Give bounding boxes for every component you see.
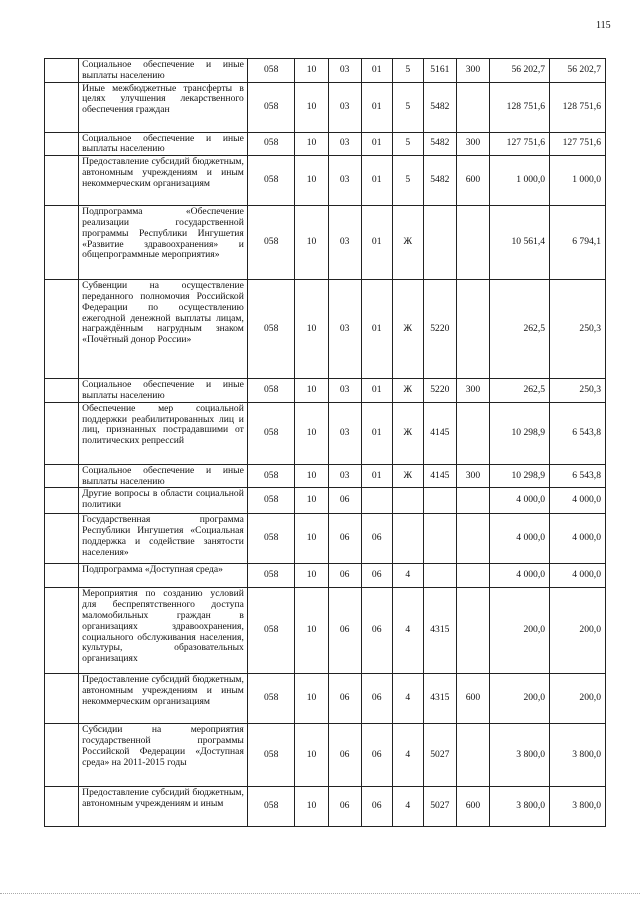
- cell-vr: [456, 280, 489, 379]
- blank-cell: [45, 488, 79, 514]
- cell-rz: 10: [295, 724, 328, 787]
- cell-cs3: 5482: [423, 82, 456, 132]
- cell-cs2: 5: [392, 59, 423, 83]
- cell-sum2: 200,0: [550, 588, 606, 674]
- cell-ved: 058: [247, 379, 295, 403]
- row-name: Подпрограмма «Обеспечение реализации государственной программы Республики Ингушетия «Развитие здравоохранения» и общепрограммные мероприятия»: [79, 206, 248, 280]
- cell-cs1: 01: [361, 379, 392, 403]
- cell-cs2: 4: [392, 674, 423, 724]
- cell-cs1: 01: [361, 402, 392, 464]
- cell-sum2: 200,0: [550, 674, 606, 724]
- cell-ved: 058: [247, 59, 295, 83]
- cell-sum2: 6 794,1: [550, 206, 606, 280]
- blank-cell: [45, 379, 79, 403]
- cell-pr: 03: [328, 82, 361, 132]
- blank-cell: [45, 132, 79, 156]
- cell-vr: 300: [456, 464, 489, 488]
- row-name: Социальное обеспечение и иные выплаты населению: [79, 132, 248, 156]
- cell-cs3: 5482: [423, 132, 456, 156]
- cell-sum1: 10 298,9: [490, 464, 550, 488]
- cell-vr: [456, 588, 489, 674]
- table-row: [45, 564, 606, 588]
- cell-cs1: 06: [361, 787, 392, 827]
- blank-cell: [45, 564, 79, 588]
- cell-rz: 10: [295, 564, 328, 588]
- cell-sum2: 4 000,0: [550, 564, 606, 588]
- cell-cs1: [361, 488, 392, 514]
- blank-cell: [45, 787, 79, 827]
- cell-cs1: 01: [361, 82, 392, 132]
- cell-rz: 10: [295, 379, 328, 403]
- cell-rz: 10: [295, 82, 328, 132]
- row-name: Субсидии на мероприятия государственной программы Российской Федерации «Доступная среда» на 2011-2015 годы: [79, 724, 248, 787]
- cell-sum2: 250,3: [550, 280, 606, 379]
- cell-rz: 10: [295, 206, 328, 280]
- cell-pr: 06: [328, 514, 361, 564]
- row-name: Мероприятия по созданию условий для беспрепятственного доступа маломобильных граждан в организациях здравоохранения, социального обслуживания населения, культуры, образовательных организациях: [79, 588, 248, 674]
- cell-cs1: 01: [361, 464, 392, 488]
- cell-pr: 03: [328, 280, 361, 379]
- cell-rz: 10: [295, 514, 328, 564]
- cell-pr: 06: [328, 564, 361, 588]
- table-row: [45, 787, 606, 827]
- row-name: Социальное обеспечение и иные выплаты населению: [79, 59, 248, 83]
- row-name: Субвенции на осуществление переданного полномочия Российской Федерации по осуществлению ежегодной денежной выплаты лицам, награждённым нагрудным знаком «Почётный донор России»: [79, 280, 248, 379]
- table-row: [45, 379, 606, 403]
- cell-rz: 10: [295, 280, 328, 379]
- cell-cs2: 4: [392, 564, 423, 588]
- cell-vr: 600: [456, 156, 489, 206]
- cell-cs1: 06: [361, 674, 392, 724]
- cell-cs3: 4315: [423, 588, 456, 674]
- row-name: Государственная программа Республики Ингушетия «Социальная поддержка и содействие занятости населения»: [79, 514, 248, 564]
- cell-sum2: 56 202,7: [550, 59, 606, 83]
- cell-cs2: Ж: [392, 379, 423, 403]
- cell-sum2: 3 800,0: [550, 787, 606, 827]
- blank-cell: [45, 514, 79, 564]
- cell-sum1: 3 800,0: [490, 787, 550, 827]
- table-row: [45, 132, 606, 156]
- cell-sum1: 3 800,0: [490, 724, 550, 787]
- cell-sum1: 10 298,9: [490, 402, 550, 464]
- blank-cell: [45, 464, 79, 488]
- row-name: Другие вопросы в области социальной политики: [79, 488, 248, 514]
- cell-rz: 10: [295, 787, 328, 827]
- cell-sum2: 6 543,8: [550, 402, 606, 464]
- cell-ved: 058: [247, 724, 295, 787]
- cell-pr: 03: [328, 402, 361, 464]
- cell-sum2: 1 000,0: [550, 156, 606, 206]
- budget-table-body: [45, 59, 606, 827]
- cell-rz: 10: [295, 674, 328, 724]
- budget-table: [44, 58, 606, 827]
- cell-ved: 058: [247, 564, 295, 588]
- cell-pr: 06: [328, 588, 361, 674]
- cell-ved: 058: [247, 280, 295, 379]
- cell-cs1: 01: [361, 206, 392, 280]
- cell-sum1: 262,5: [490, 280, 550, 379]
- cell-cs3: 5027: [423, 724, 456, 787]
- cell-cs2: 5: [392, 82, 423, 132]
- cell-cs1: 01: [361, 156, 392, 206]
- cell-ved: 058: [247, 464, 295, 488]
- cell-cs1: 01: [361, 59, 392, 83]
- cell-cs2: Ж: [392, 464, 423, 488]
- cell-cs1: 01: [361, 132, 392, 156]
- cell-sum2: 128 751,6: [550, 82, 606, 132]
- cell-pr: 03: [328, 379, 361, 403]
- cell-pr: 06: [328, 787, 361, 827]
- cell-cs2: Ж: [392, 402, 423, 464]
- cell-ved: 058: [247, 674, 295, 724]
- cell-vr: 600: [456, 787, 489, 827]
- cell-cs3: [423, 564, 456, 588]
- cell-pr: 03: [328, 132, 361, 156]
- cell-cs2: 4: [392, 724, 423, 787]
- cell-sum2: 127 751,6: [550, 132, 606, 156]
- cell-cs2: 5: [392, 156, 423, 206]
- cell-rz: 10: [295, 402, 328, 464]
- blank-cell: [45, 156, 79, 206]
- cell-cs3: 4145: [423, 402, 456, 464]
- table-row: [45, 724, 606, 787]
- cell-cs2: 5: [392, 132, 423, 156]
- cell-sum1: 1 000,0: [490, 156, 550, 206]
- cell-cs2: 4: [392, 588, 423, 674]
- cell-sum1: 262,5: [490, 379, 550, 403]
- table-row: [45, 206, 606, 280]
- cell-cs1: 06: [361, 588, 392, 674]
- cell-cs1: 06: [361, 514, 392, 564]
- cell-cs2: [392, 514, 423, 564]
- cell-sum2: 3 800,0: [550, 724, 606, 787]
- row-name: Предоставление субсидий бюджетным, автономным учреждениям и иным: [79, 787, 248, 827]
- table-row: [45, 280, 606, 379]
- cell-cs3: 4145: [423, 464, 456, 488]
- cell-sum1: 56 202,7: [490, 59, 550, 83]
- row-name: Предоставление субсидий бюджетным, автономным учреждениям и иным некоммерческим организациям: [79, 674, 248, 724]
- row-name: Подпрограмма «Доступная среда»: [79, 564, 248, 588]
- cell-pr: 03: [328, 59, 361, 83]
- cell-pr: 03: [328, 206, 361, 280]
- blank-cell: [45, 402, 79, 464]
- row-name: Социальное обеспечение и иные выплаты населению: [79, 379, 248, 403]
- cell-cs3: 5482: [423, 156, 456, 206]
- cell-ved: 058: [247, 82, 295, 132]
- blank-cell: [45, 588, 79, 674]
- table-row: [45, 59, 606, 83]
- cell-vr: [456, 488, 489, 514]
- cell-vr: 300: [456, 59, 489, 83]
- cell-rz: 10: [295, 59, 328, 83]
- cell-vr: [456, 82, 489, 132]
- cell-ved: 058: [247, 488, 295, 514]
- cell-rz: 10: [295, 488, 328, 514]
- cell-sum2: 4 000,0: [550, 488, 606, 514]
- cell-pr: 06: [328, 674, 361, 724]
- cell-sum1: 127 751,6: [490, 132, 550, 156]
- cell-cs3: 5161: [423, 59, 456, 83]
- cell-sum2: 4 000,0: [550, 514, 606, 564]
- row-name: Социальное обеспечение и иные выплаты населению: [79, 464, 248, 488]
- cell-ved: 058: [247, 787, 295, 827]
- cell-cs3: [423, 514, 456, 564]
- cell-cs1: 06: [361, 724, 392, 787]
- cell-ved: 058: [247, 156, 295, 206]
- table-row: [45, 82, 606, 132]
- cell-vr: [456, 564, 489, 588]
- cell-rz: 10: [295, 464, 328, 488]
- cell-cs3: [423, 206, 456, 280]
- cell-pr: 06: [328, 488, 361, 514]
- scan-edge-line: [0, 893, 640, 895]
- cell-pr: 03: [328, 156, 361, 206]
- cell-sum1: 10 561,4: [490, 206, 550, 280]
- blank-cell: [45, 724, 79, 787]
- blank-cell: [45, 82, 79, 132]
- cell-cs2: Ж: [392, 206, 423, 280]
- blank-cell: [45, 206, 79, 280]
- blank-cell: [45, 280, 79, 379]
- cell-sum1: 4 000,0: [490, 564, 550, 588]
- cell-ved: 058: [247, 588, 295, 674]
- cell-pr: 03: [328, 464, 361, 488]
- cell-vr: [456, 724, 489, 787]
- cell-ved: 058: [247, 206, 295, 280]
- cell-rz: 10: [295, 156, 328, 206]
- cell-vr: 600: [456, 674, 489, 724]
- row-name: Иные межбюджетные трансферты в целях улучшения лекарственного обеспечения граждан: [79, 82, 248, 132]
- cell-cs1: 06: [361, 564, 392, 588]
- cell-sum1: 200,0: [490, 674, 550, 724]
- cell-cs3: 5220: [423, 280, 456, 379]
- cell-rz: 10: [295, 132, 328, 156]
- table-row: [45, 488, 606, 514]
- table-row: [45, 402, 606, 464]
- cell-sum1: 128 751,6: [490, 82, 550, 132]
- blank-cell: [45, 674, 79, 724]
- cell-pr: 06: [328, 724, 361, 787]
- cell-cs3: [423, 488, 456, 514]
- blank-cell: [45, 59, 79, 83]
- cell-cs3: 5027: [423, 787, 456, 827]
- cell-cs3: 5220: [423, 379, 456, 403]
- cell-ved: 058: [247, 402, 295, 464]
- cell-vr: 300: [456, 379, 489, 403]
- page-number: 115: [596, 20, 611, 31]
- cell-sum2: 250,3: [550, 379, 606, 403]
- cell-ved: 058: [247, 132, 295, 156]
- cell-sum1: 200,0: [490, 588, 550, 674]
- row-name: Предоставление субсидий бюджетным, автономным учреждениям и иным некоммерческим организациям: [79, 156, 248, 206]
- table-row: [45, 514, 606, 564]
- cell-cs2: [392, 488, 423, 514]
- cell-vr: 300: [456, 132, 489, 156]
- cell-sum1: 4 000,0: [490, 488, 550, 514]
- cell-cs2: Ж: [392, 280, 423, 379]
- cell-vr: [456, 206, 489, 280]
- cell-cs1: 01: [361, 280, 392, 379]
- cell-rz: 10: [295, 588, 328, 674]
- cell-vr: [456, 402, 489, 464]
- cell-sum2: 6 543,8: [550, 464, 606, 488]
- row-name: Обеспечение мер социальной поддержки реабилитированных лиц и лиц, признанных пострадавшими от политических репрессий: [79, 402, 248, 464]
- table-row: [45, 674, 606, 724]
- table-row: [45, 156, 606, 206]
- cell-cs3: 4315: [423, 674, 456, 724]
- table-row: [45, 464, 606, 488]
- cell-vr: [456, 514, 489, 564]
- cell-sum1: 4 000,0: [490, 514, 550, 564]
- table-row: [45, 588, 606, 674]
- cell-cs2: 4: [392, 787, 423, 827]
- cell-ved: 058: [247, 514, 295, 564]
